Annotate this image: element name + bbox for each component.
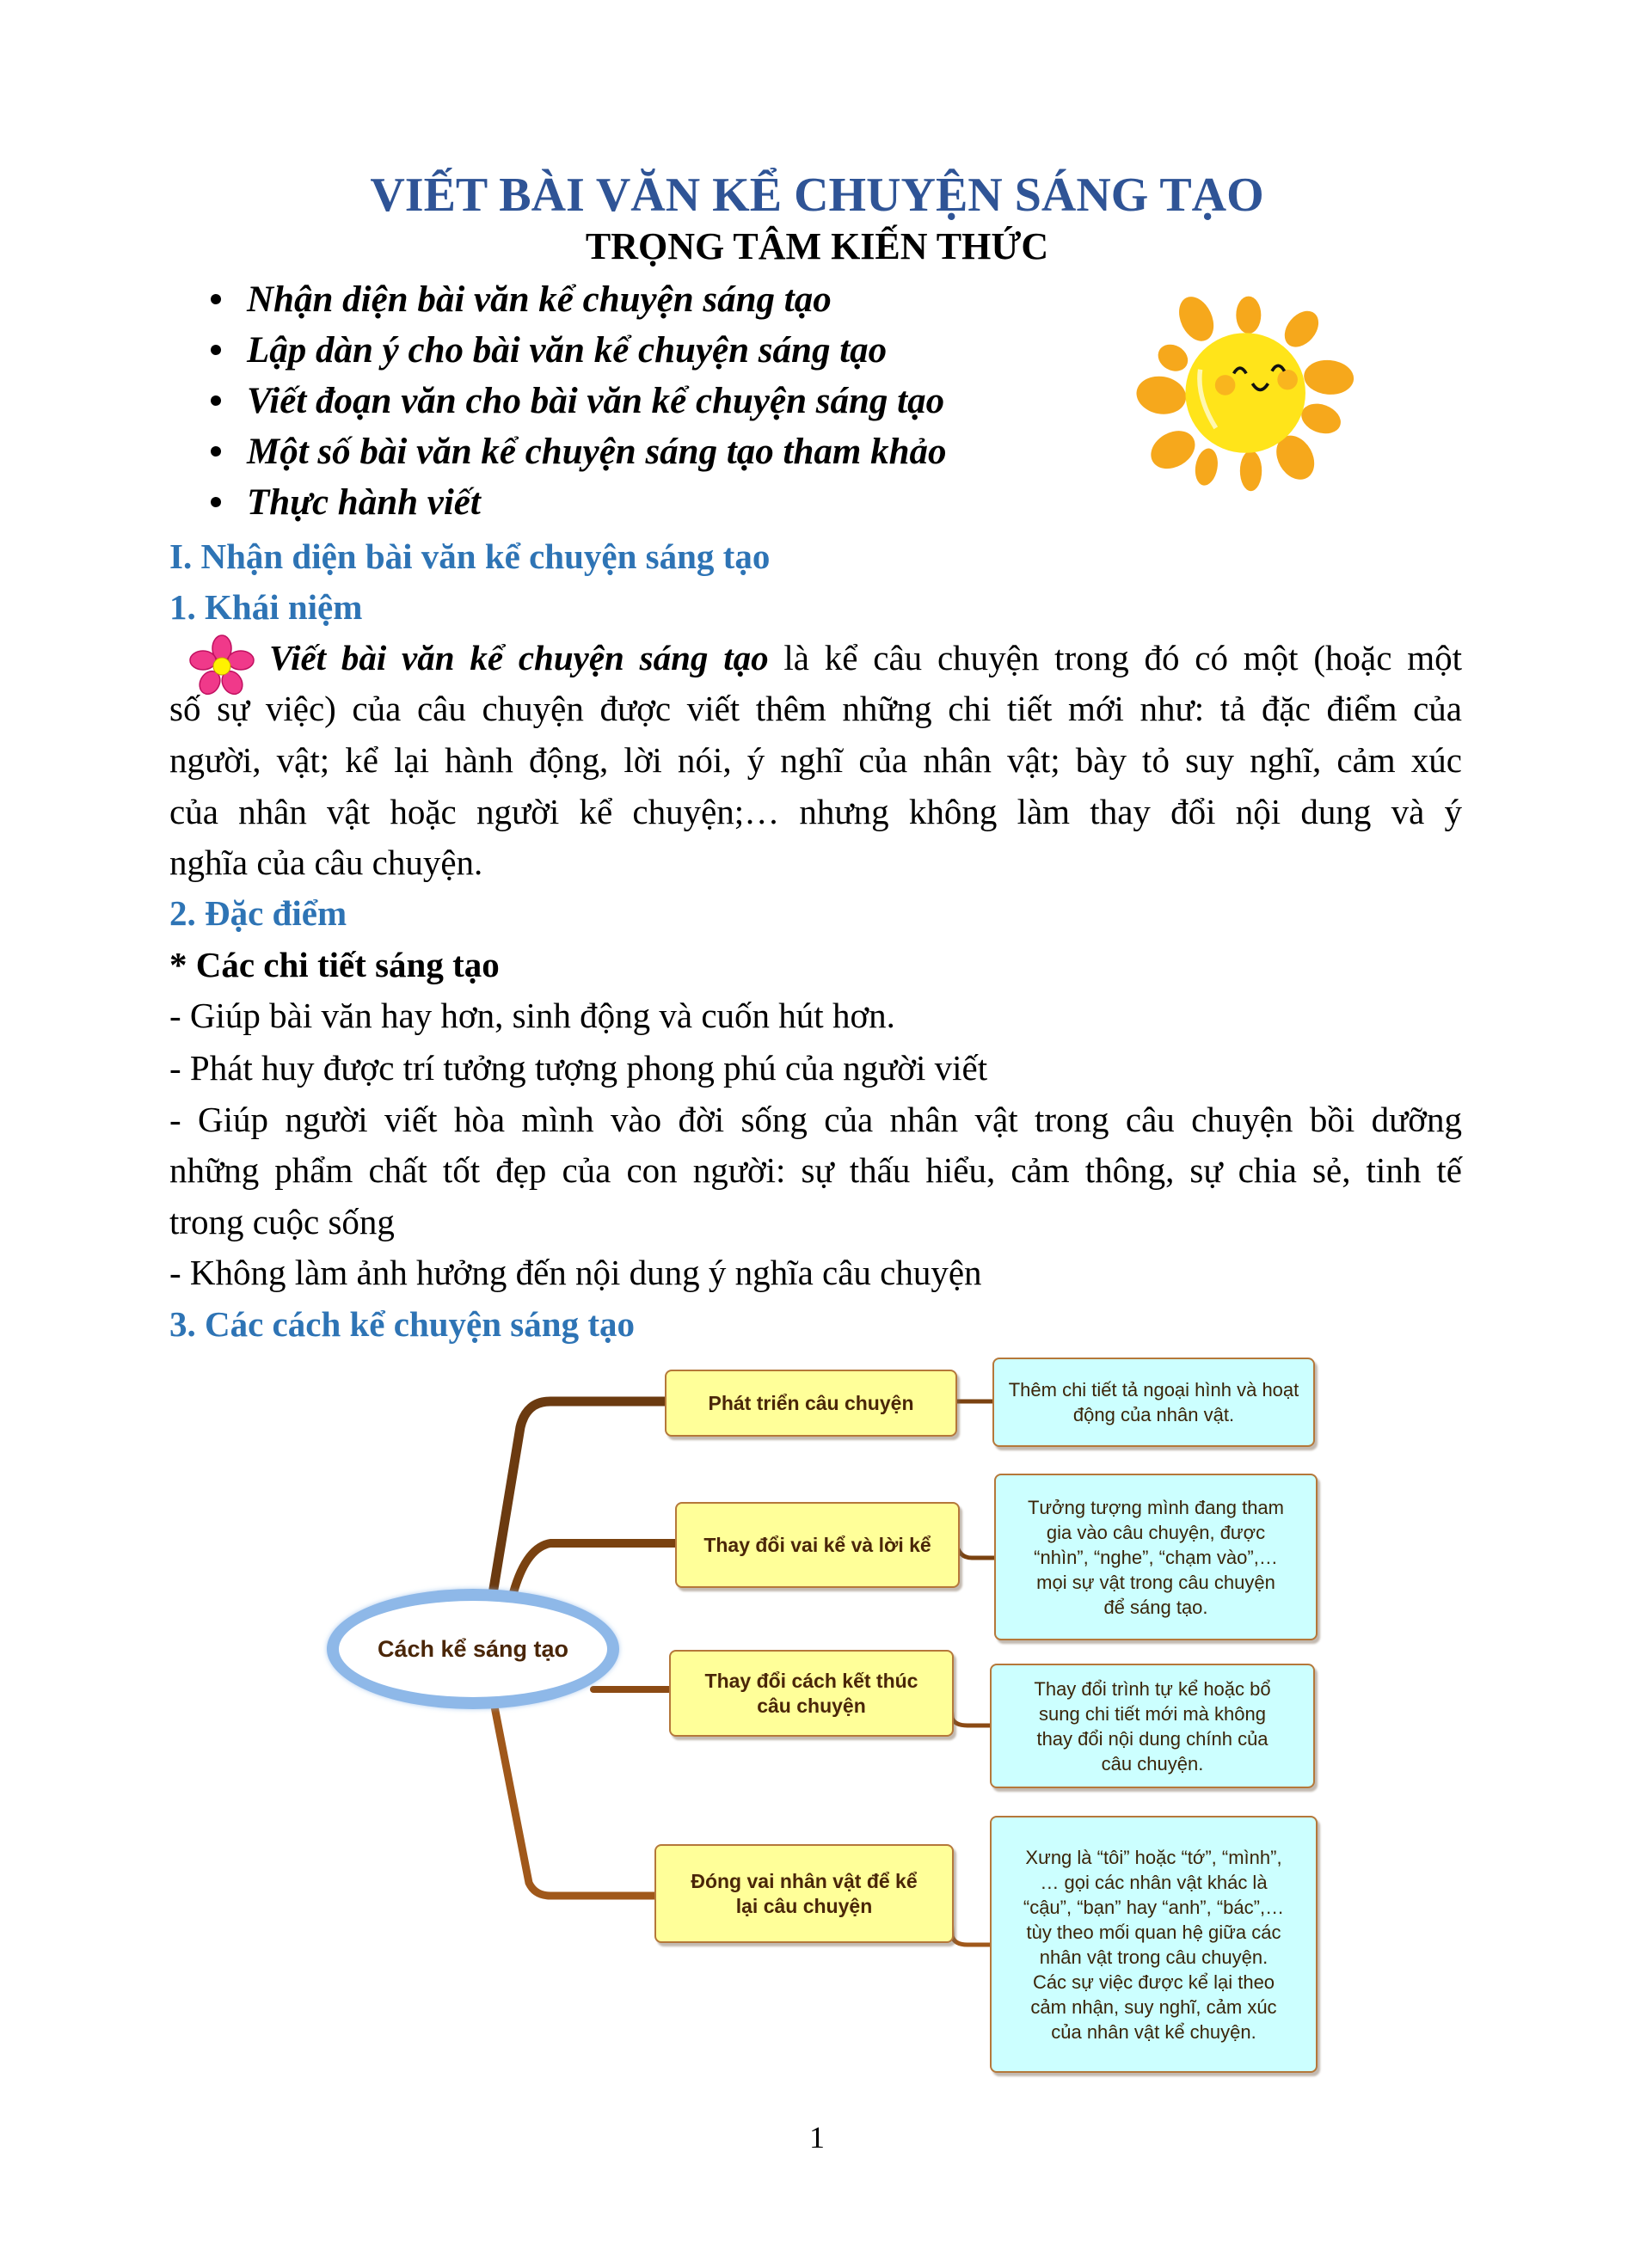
paragraph-line: trong cuộc sống [169,1202,395,1241]
page-title: VIẾT BÀI VĂN KỂ CHUYỆN SÁNG TẠO [370,169,1264,222]
subheading: * Các chi tiết sáng tạo [169,945,500,984]
node-detail: Thay đổi trình tự kể hoặc bổ sung chi tiết mới mà không thay đổi nội dung chính của câu chuyện. [1034,1677,1271,1775]
detail-connector [956,1543,996,1558]
subsection-heading: 1. Khái niệm [169,587,363,627]
paragraph-line: - Không làm ảnh hưởng đến nội dung ý nghĩa câu chuyện [169,1253,982,1292]
node-label: Phát triển câu chuyện [708,1391,914,1414]
detail-connector [950,1891,992,1945]
page-subtitle: TRỌNG TÂM KIẾN THỨC [585,225,1049,267]
section-heading: I. Nhận diện bài văn kể chuyện sáng tạo [169,536,771,576]
bullet-text: Nhận diện bài văn kể chuyện sáng tạo [247,279,832,320]
paragraph-line: của nhân vật hoặc người kể chuyện;… nhưng không làm thay đổi nội dung và ý [169,792,1462,831]
bullet-text: Thực hành viết [247,482,481,523]
mindmap-detail-node [990,1816,1318,2073]
mindmap-branch-node [669,1650,954,1737]
node-label: Đóng vai nhân vật để kể lại câu chuyện [691,1869,918,1917]
mindmap-detail-node [990,1664,1315,1788]
branch-connector [512,1543,677,1599]
paragraph-line: - Giúp bài văn hay hơn, sinh động và cuốn hút hơn. [169,996,895,1035]
node-label: Thay đổi vai kể và lời kể [703,1533,931,1556]
node-detail: Thêm chi tiết tả ngoại hình và hoạt động của nhân vật. [1008,1379,1299,1425]
paragraph-line: - Giúp người viết hòa mình vào đời sống của nhân vật trong câu chuyện bồi dưỡng [169,1100,1462,1139]
subsection-heading: 3. Các cách kể chuyện sáng tạo [169,1304,635,1344]
bullet-text: Lập dàn ý cho bài văn kể chuyện sáng tạo [247,330,888,371]
paragraph-line: - Phát huy được trí tưởng tượng phong phú của người viết [169,1048,988,1088]
bullet-text: Một số bài văn kể chuyện sáng tạo tham khảo [247,432,947,472]
mindmap-center-node: Cách kể sáng tạo [327,1589,619,1709]
paragraph-text: là kể câu chuyện trong đó có một (hoặc một [768,638,1462,677]
mindmap-branch-node [654,1844,954,1943]
page-number: 1 [809,2120,825,2155]
mindmap-branch-node [665,1370,957,1437]
node-detail: Tưởng tượng mình đang tham gia vào câu chuyện, được “nhìn”, “nghe”, “chạm vào”,… mọi sự vật trong câu chuyện để sáng tạo. [1027,1496,1284,1618]
mindmap-detail-node [992,1358,1315,1447]
paragraph-line: nghĩa của câu chuyện. [169,843,483,882]
detail-connector [950,1691,992,1726]
node-detail: Xưng là “tôi” hoặc “tớ”, “mình”, … gọi các nhân vật khác là “cậu”, “bạn” hay “anh”, “bác”,… tùy theo mối quan hệ giữa các nhân vật trong câu chuyện. Các sự việc được kể lại theo cảm nhận, suy nghĩ, cảm xúc của nhân vật kể chuyện. [1023,1846,1285,2043]
branch-connector [494,1707,656,1896]
paragraph-line: người, vật; kể lại hành động, lời nói, ý nghĩ của nhân vật; bày tỏ suy nghĩ, cảm xúc [169,740,1462,780]
bullet-text: Viết đoạn văn cho bài văn kể chuyện sáng tạo [247,381,945,421]
node-label: Thay đổi cách kết thúc câu chuyện [704,1669,918,1717]
term-lead: Viết bài văn kể chuyện sáng tạo [269,638,769,677]
mindmap-branch-node [675,1502,960,1588]
paragraph-line: số sự việc) của câu chuyện được viết thêm những chi tiết mới như: tả đặc điểm của [169,689,1462,728]
mindmap-detail-node [994,1474,1318,1640]
subsection-heading: 2. Đặc điểm [169,893,347,933]
paragraph-line: những phẩm chất tốt đẹp của con người: sự thấu hiểu, cảm thông, sự chia sẻ, tinh tế [169,1150,1462,1190]
